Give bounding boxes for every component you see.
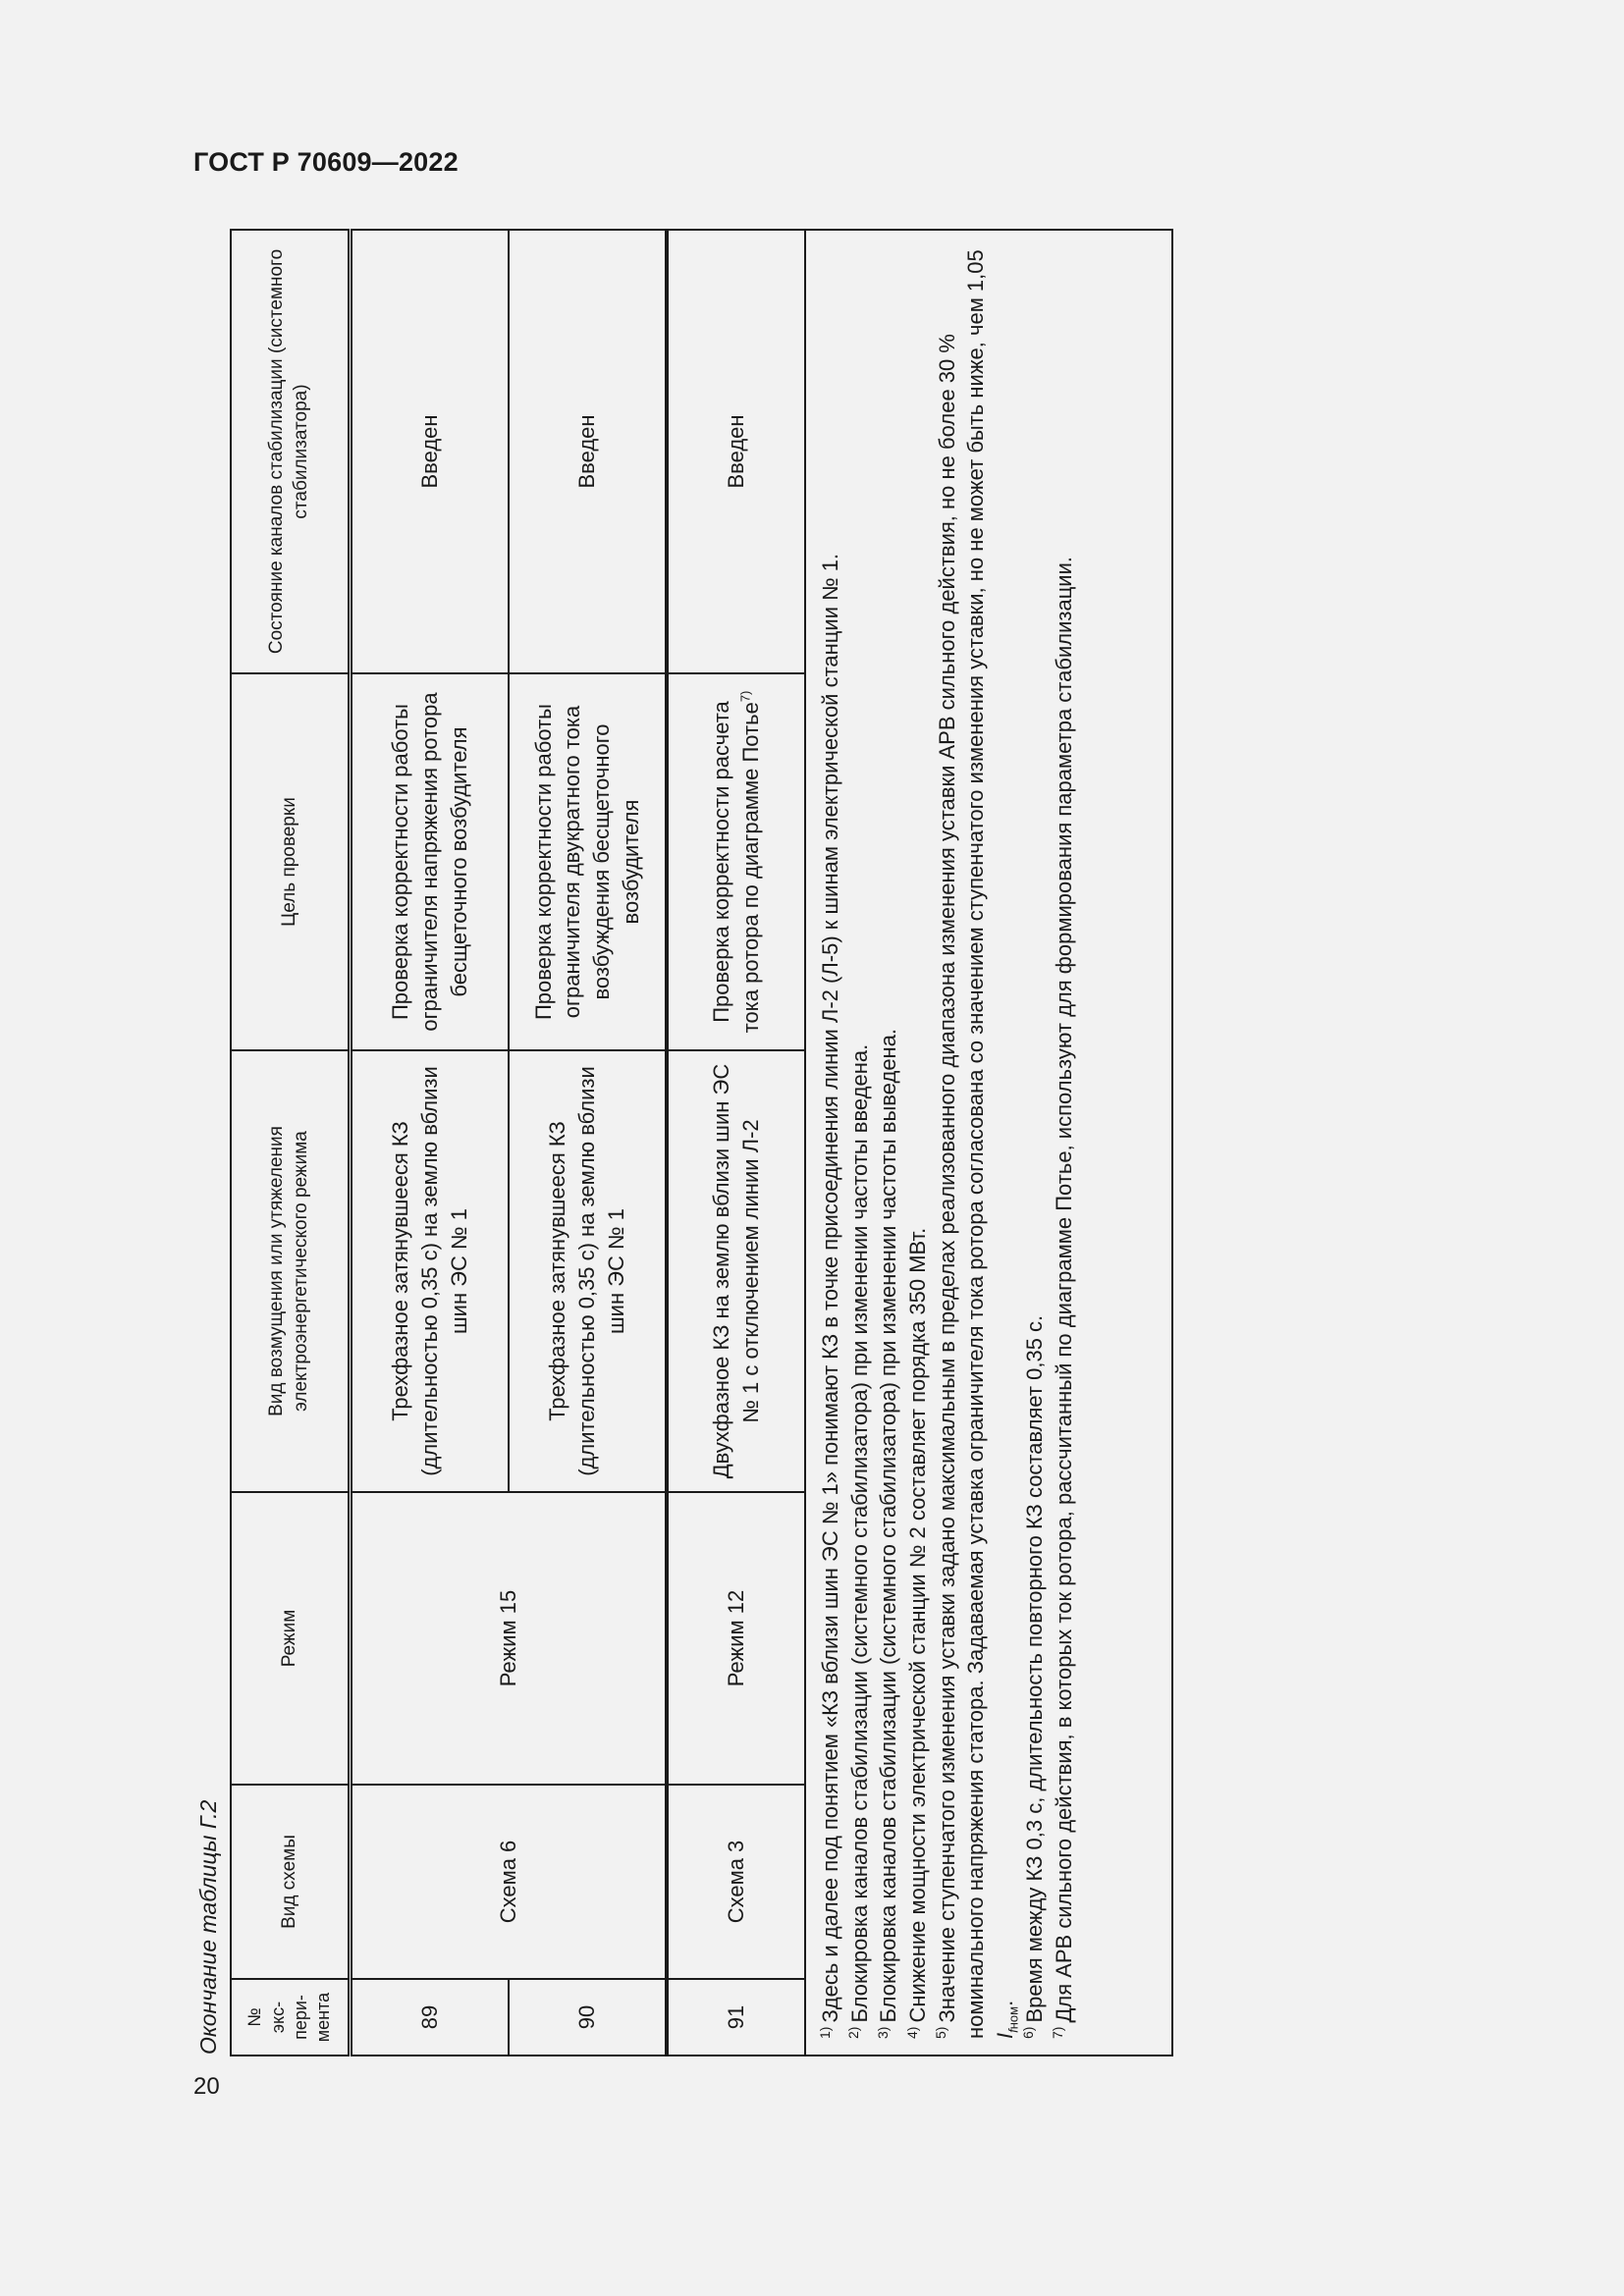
scheme-cell: Схема 6 — [351, 1785, 668, 1979]
column-header-state: Состояние каналов стабилизации (системного стабилизатора) — [231, 230, 351, 673]
purpose-text: Проверка корректности расчета тока ротора по диаграмме Потье — [709, 701, 763, 1034]
footnotes-row — [805, 230, 1172, 2056]
experiment-number: 90 — [509, 1979, 667, 2056]
document-header: ГОСТ Р 70609—2022 — [193, 147, 459, 177]
disturbance-cell: Двухфазное КЗ на землю вблизи шин ЭС № 1 с отключением линии Л-2 — [667, 1050, 805, 1492]
table-caption: Окончание таблицы Г.2 — [195, 1799, 221, 2055]
disturbance-cell: Трехфазное затянувшееся КЗ (длительностью 0,35 с) на землю вблизи шин ЭС № 1 — [509, 1050, 667, 1492]
state-cell: Введен — [509, 230, 667, 673]
footnote: $^{5)}$Значение ступенчатого изменения уставки задано максимальным в пределах реализованного диапазона изменения уставки АРВ сильного действия, но не более 30 % номинального напряжения статора. Задаваемая уставка ограничителя тока ротора согласована со значением ступенчатого изменения уставки, но не может быть ниже, чем 1,05 $I_{fном}$. — [933, 249, 1021, 2039]
purpose-cell: Проверка корректности работы ограничителя напряжения ротора бесщеточного возбудителя — [351, 673, 510, 1050]
disturbance-cell: Трехфазное затянувшееся КЗ (длительностью 0,35 с) на землю вблизи шин ЭС № 1 — [351, 1050, 510, 1492]
experiments-table — [230, 229, 1173, 2056]
footnote: $^{4)}$Снижение мощности электрической станции № 2 составляет порядка 350 МВт. — [903, 1227, 931, 2039]
column-header-number: № экс-пери-мента — [231, 1979, 351, 2056]
state-cell: Введен — [667, 230, 805, 673]
footnote: $^{7)}$Для АРВ сильного действия, в которых ток ротора, рассчитанный по диаграмме Потье, используют для формирования параметра стабилизации. — [1050, 557, 1076, 2039]
experiment-number: 91 — [667, 1979, 805, 2056]
page-number: 20 — [193, 2073, 220, 2100]
footnote: $^{2)}$Блокировка каналов стабилизации (системного стабилизатора) при изменении частоты введена. — [845, 1043, 872, 2039]
scheme-cell: Схема 3 — [667, 1785, 805, 1979]
purpose-cell: Проверка корректности работы ограничителя двукратного тока возбуждения бесщеточного возбудителя — [509, 673, 667, 1050]
table-row — [667, 230, 805, 2056]
rotated-table-container — [187, 231, 1094, 2056]
experiment-number: 89 — [351, 1979, 510, 2056]
mode-cell: Режим 12 — [667, 1492, 805, 1785]
footnote: $^{6)}$Время между КЗ 0,3 с, длительность повторного КЗ составляет 0,35 с. — [1020, 1314, 1047, 2039]
mode-cell: Режим 15 — [351, 1492, 668, 1785]
footnote: $^{3)}$Блокировка каналов стабилизации (системного стабилизатора) при изменении частоты выведена. — [875, 1028, 901, 2039]
footnote: $^{1)}$Здесь и далее под понятием «КЗ вблизи шин ЭС № 1» понимают КЗ в точке присоединения линии Л-2 (Л-5) к шинам электрической станции № 1. — [816, 553, 842, 2039]
state-cell: Введен — [351, 230, 510, 673]
purpose-cell — [667, 673, 805, 1050]
column-header-scheme: Вид схемы — [231, 1785, 351, 1979]
table-header-row — [231, 230, 351, 2056]
footnotes-cell — [805, 230, 1172, 2056]
column-header-purpose: Цель проверки — [231, 673, 351, 1050]
footnote-ref: 7) — [737, 690, 753, 703]
column-header-disturbance: Вид возмущения или утяжеления электроэнергетического режима — [231, 1050, 351, 1492]
column-header-mode: Режим — [231, 1492, 351, 1785]
table-row — [351, 230, 510, 2056]
